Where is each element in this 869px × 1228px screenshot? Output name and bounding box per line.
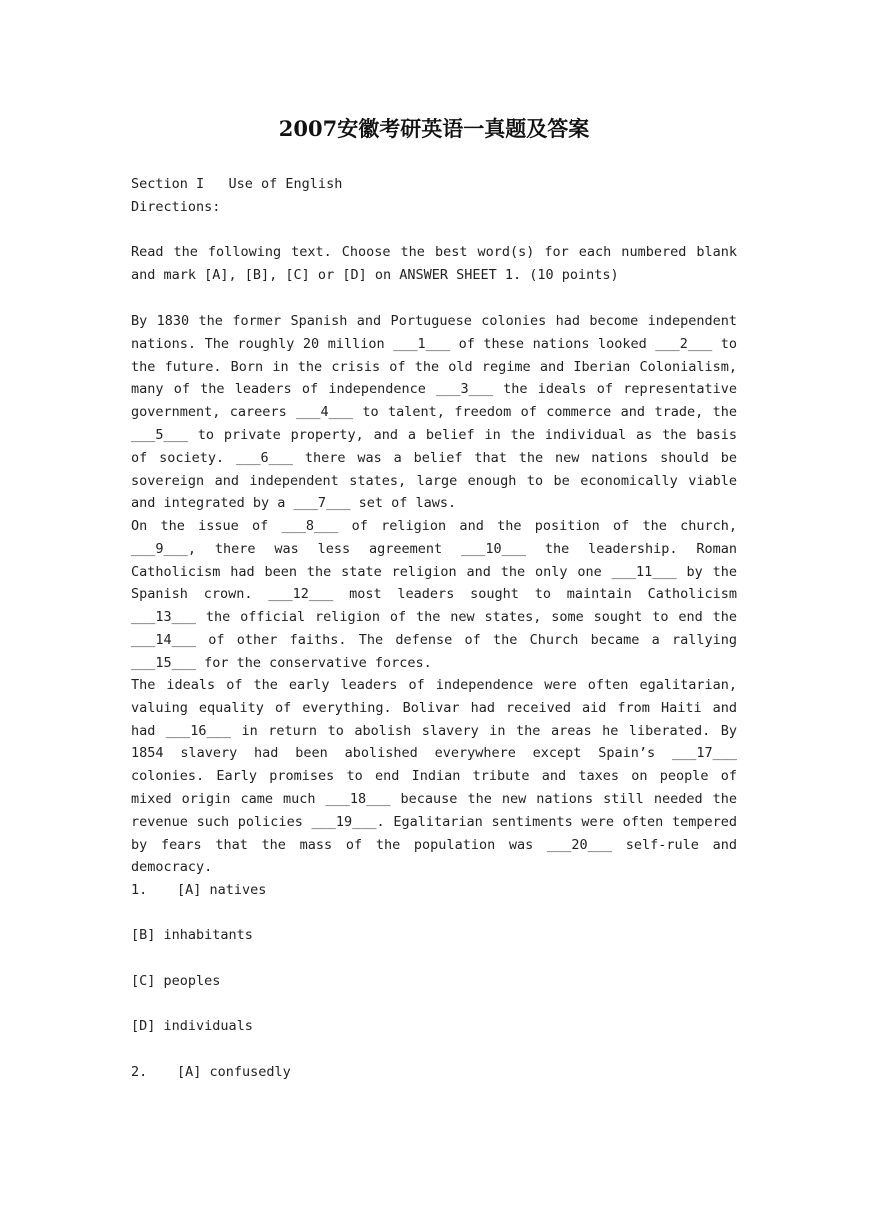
option-b: [B] inhabitants <box>131 927 253 943</box>
passage-paragraph-3: The ideals of the early leaders of independence were often egalitarian, valuing equality of everything. Bolivar had received aid from Haiti and had ___16___ in return to abolish slavery in the areas he liberated. By 1854 slavery had been abolished everywhere except Spain’s ___17___ colonies. Early promises to end Indian tribute and taxes on people of mixed origin came much ___18___ because the new nations still needed the revenue such policies ___19___. Egalitarian sentiments were often tempered by fears that the mass of the population was ___20___ self-rule and democracy. <box>131 677 737 876</box>
passage-paragraph-1: By 1830 the former Spanish and Portuguese colonies had become independent nations. The roughly 20 million ___1___ of these nations looked ___2___ to the future. Born in the crisis of the old regime and Iberian Colonialism, many of the leaders of independence ___3___ the ideals of representative government, careers ___4___ to talent, freedom of commerce and trade, the ___5___ to private property, and a belief in the individual as the basis of society. ___6___ there was a belief that the new nations should be sovereign and independent states, large enough to be economically viable and integrated by a ___7___ set of laws. <box>131 313 737 512</box>
directions-label: Directions: <box>131 199 221 215</box>
option-c: [C] peoples <box>131 973 221 989</box>
question-1 <box>131 879 266 902</box>
passage-paragraph-2: On the issue of ___8___ of religion and the position of the church, ___9___, there was less agreement ___10___ the leadership. Roman Catholicism had been the state religion and the only one ___11___ by the Spanish crown. ___12___ most leaders sought to maintain Catholicism ___13___ the official religion of the new states, some sought to end the ___14___ of other faiths. The defense of the Church became a rallying ___15___ for the conservative forces. <box>131 518 737 671</box>
question-number: 1. <box>131 882 148 898</box>
option-a: [A] natives <box>177 882 267 898</box>
question-2 <box>131 1061 291 1084</box>
question-number: 2. <box>131 1064 148 1080</box>
option-a: [A] confusedly <box>177 1064 291 1080</box>
instructions-paragraph: Read the following text. Choose the best word(s) for each numbered blank and mark [A], [B], [C] or [D] on ANSWER SHEET 1. (10 points) <box>131 244 737 283</box>
option-d: [D] individuals <box>131 1018 253 1034</box>
document-title: 2007安徽考研英语一真题及答案 <box>278 116 590 141</box>
section-heading: Section I Use of English <box>131 176 343 192</box>
